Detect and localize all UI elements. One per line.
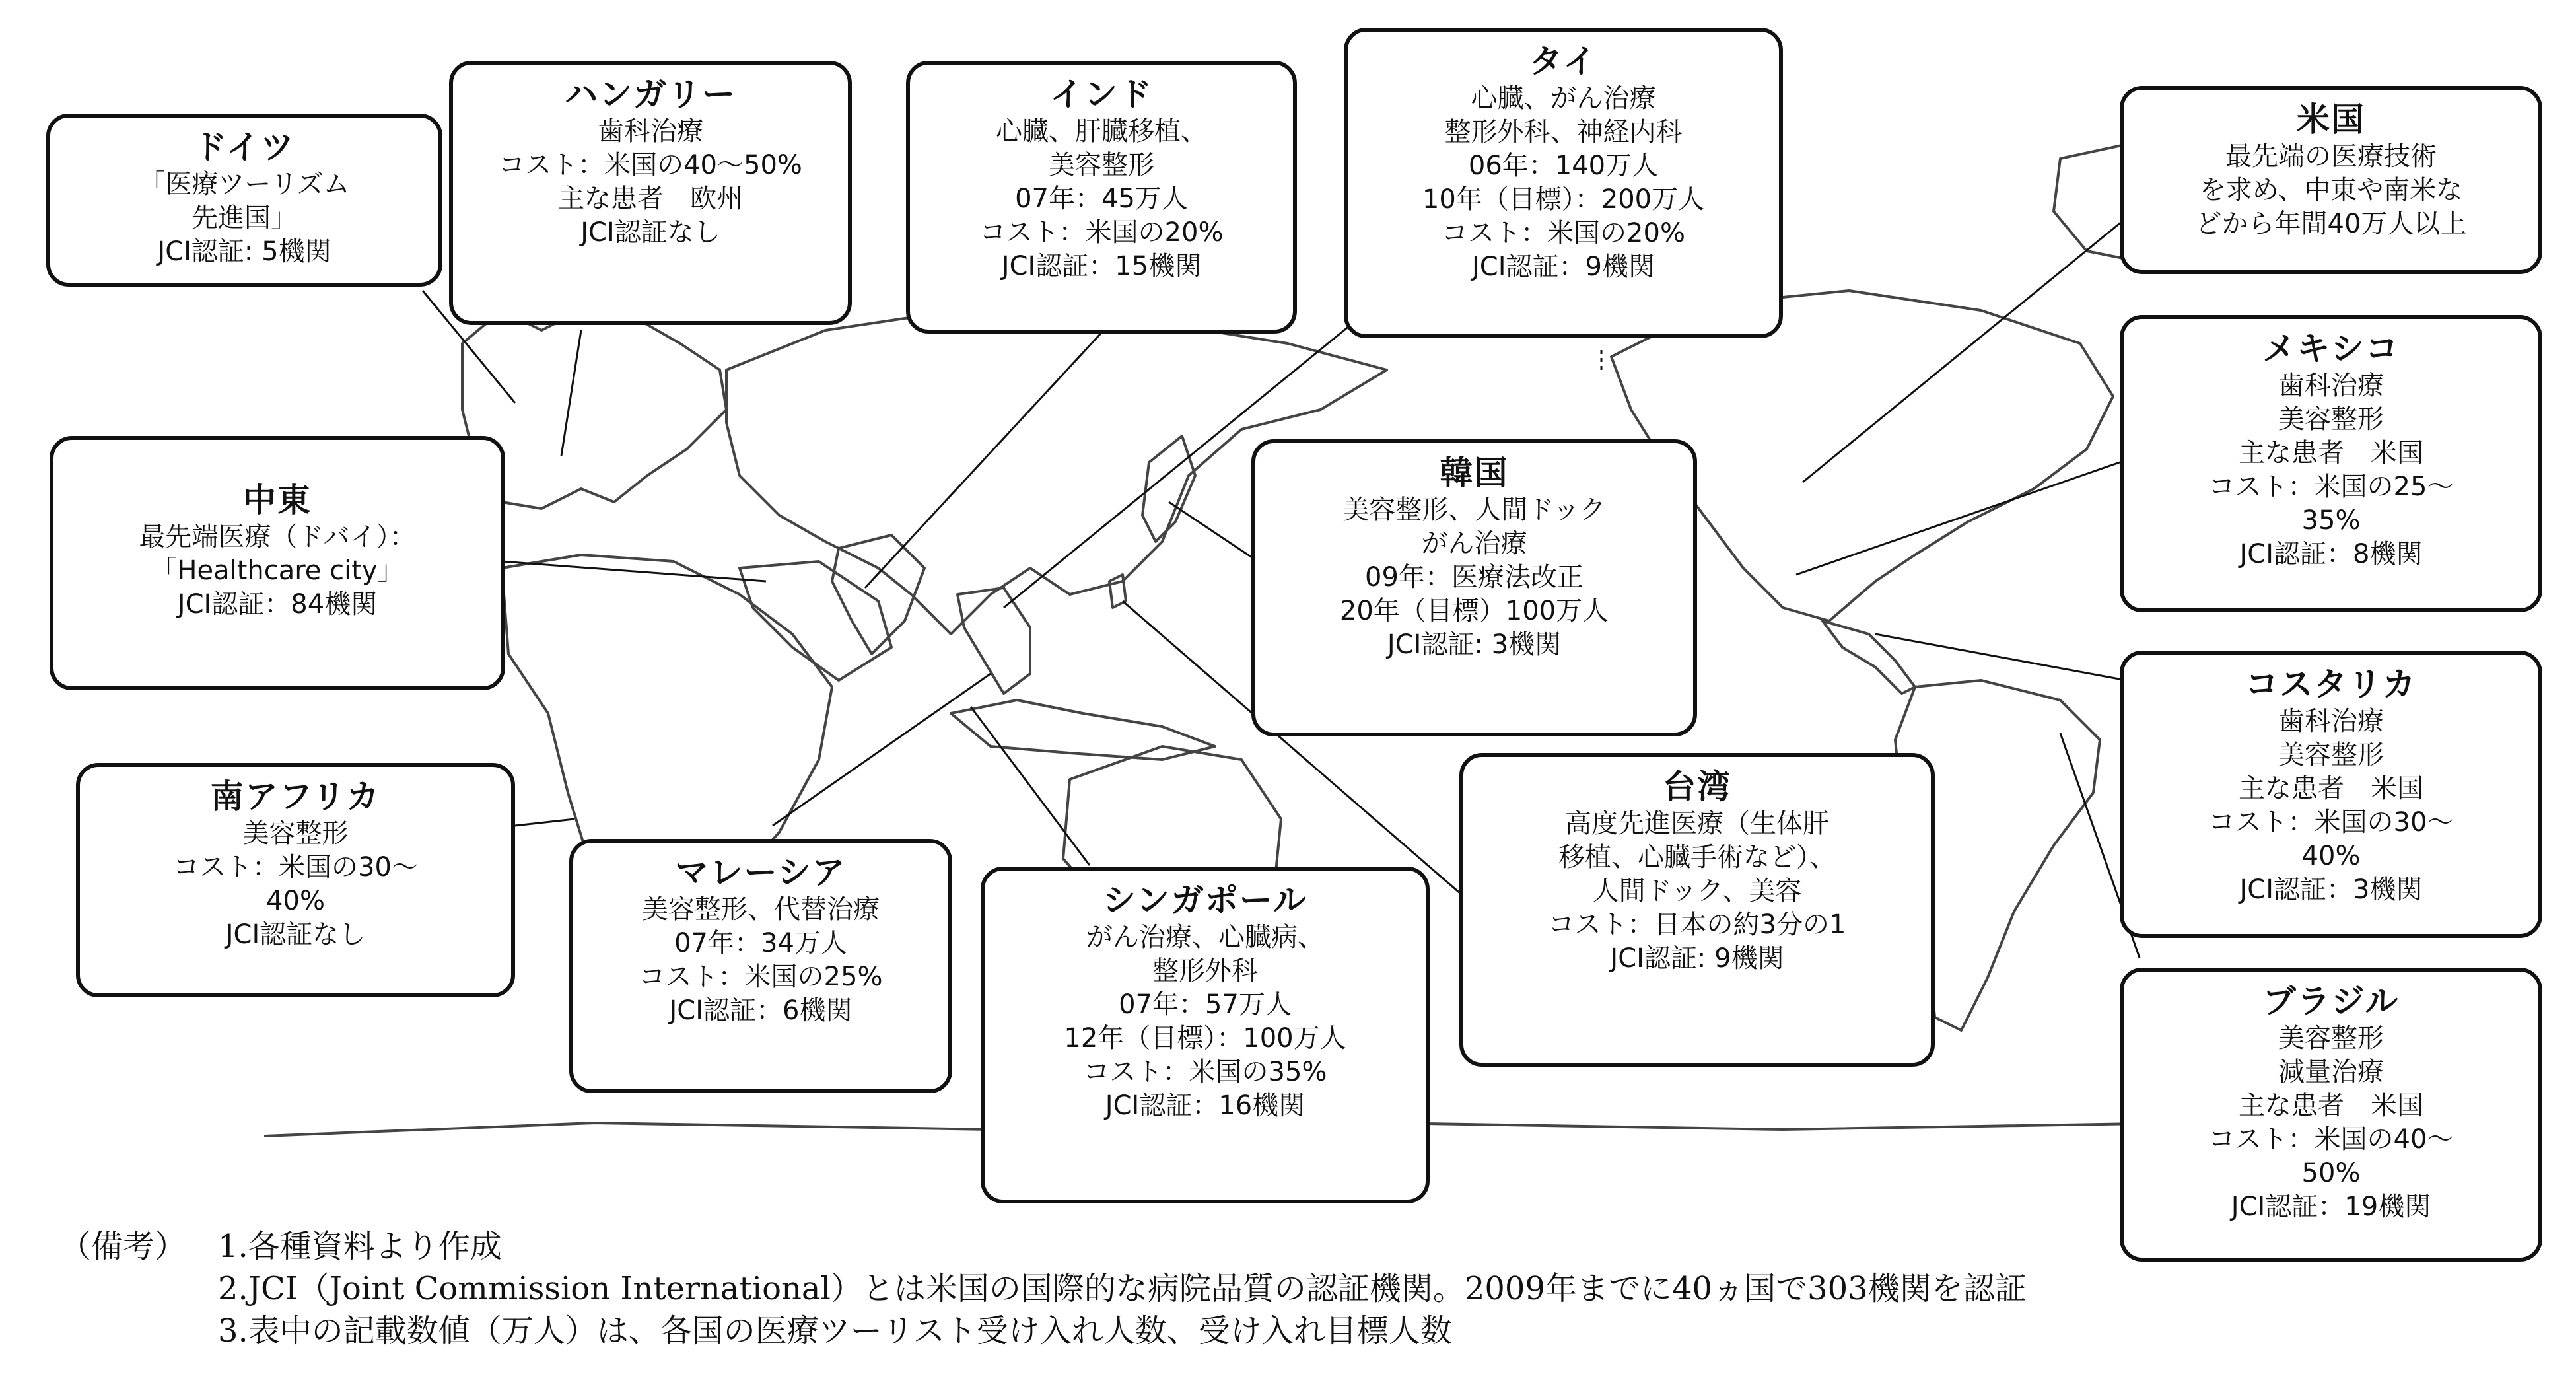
note-row-1 — [59, 1225, 2027, 1268]
box-middle-east-line-1: 最先端医療（ドバイ）： — [139, 522, 416, 552]
box-thailand-line-1: 心臓、がん治療 — [1471, 83, 1656, 114]
box-taiwan-line-5: JCI認証: 9機関 — [1610, 943, 1784, 974]
box-thailand-line-6: JCI認証：9機関 — [1472, 252, 1655, 282]
land-indonesia — [951, 700, 1215, 760]
box-taiwan-line-2: 移植、心臓手術など）、 — [1558, 842, 1836, 873]
box-brazil-line-5: 50% — [2301, 1158, 2361, 1188]
box-singapore-line-6: JCI認証：16機関 — [1105, 1091, 1305, 1121]
box-costa-rica-line-4: コスト：米国の30～ — [2208, 807, 2454, 838]
box-germany — [46, 114, 442, 287]
box-hungary-title: ハンガリー — [565, 75, 736, 114]
leader-line-middle-east — [502, 561, 766, 581]
note-3: 3.表中の記載数値（万人）は、各国の医療ツーリスト受け入れ人数、受け入れ目標人数 — [218, 1312, 1452, 1349]
box-usa-title: 米国 — [2297, 100, 2365, 139]
box-brazil-line-3: 主な患者 米国 — [2239, 1091, 2423, 1121]
box-india-line-2: 美容整形 — [1049, 150, 1154, 180]
box-middle-east-line-3: JCI認証：84機関 — [177, 589, 378, 620]
box-singapore-line-4: 12年（目標）：100万人 — [1064, 1023, 1346, 1054]
leader-line-costa-rica — [1875, 634, 2126, 680]
box-brazil — [2120, 968, 2542, 1262]
leader-line-mexico — [1796, 462, 2120, 575]
box-usa-line-2: を求め、中東や南米な — [2199, 175, 2463, 205]
box-singapore-title: シンガポール — [1103, 881, 1307, 919]
box-hungary-line-1: 歯科治療 — [598, 116, 703, 147]
box-india-title: インド — [1050, 75, 1153, 114]
box-korea-line-1: 美容整形、人間ドック — [1342, 495, 1606, 525]
note-row-2 — [59, 1268, 2027, 1310]
box-mexico-line-4: コスト：米国の25～ — [2208, 472, 2454, 502]
box-germany-title: ドイツ — [193, 128, 295, 166]
land-southeast-asia — [957, 588, 1030, 694]
box-thailand-line-3: 06年：140万人 — [1468, 151, 1659, 181]
box-thailand-title: タイ — [1529, 42, 1597, 81]
box-malaysia — [569, 839, 952, 1093]
box-mexico-line-3: 主な患者 米国 — [2239, 438, 2423, 468]
box-mexico-line-1: 歯科治療 — [2278, 371, 2384, 401]
box-singapore-line-2: 整形外科 — [1152, 956, 1258, 986]
box-taiwan-line-1: 高度先進医療（生体肝 — [1565, 808, 1829, 839]
box-singapore-line-3: 07年：57万人 — [1119, 989, 1292, 1020]
box-malaysia-title: マレーシア — [675, 853, 847, 892]
box-mexico — [2120, 315, 2542, 612]
box-hungary-line-4: JCI認証なし — [580, 217, 720, 248]
leader-line-hungary — [561, 330, 581, 456]
box-thailand-line-4: 10年（目標）：200万人 — [1422, 184, 1705, 215]
box-thailand-line-5: コスト：米国の20% — [1442, 218, 1685, 248]
notes-label: （備考） — [59, 1228, 187, 1265]
land-arabia — [740, 561, 891, 680]
land-central-america — [1823, 621, 1915, 694]
box-germany-line-1: 「医療ツーリズム — [139, 169, 350, 199]
box-korea — [1251, 439, 1697, 736]
box-taiwan — [1459, 753, 1935, 1067]
box-thailand — [1344, 28, 1783, 338]
leader-line-south-africa — [515, 819, 574, 826]
box-costa-rica-line-1: 歯科治療 — [2278, 706, 2384, 736]
leader-line-singapore — [971, 707, 1090, 865]
box-middle-east-title: 中東 — [243, 481, 312, 519]
box-usa-line-1: 最先端の医療技術 — [2225, 141, 2437, 172]
box-korea-title: 韓国 — [1440, 454, 1509, 492]
box-india-line-4: コスト：米国の20% — [979, 217, 1224, 248]
box-usa — [2120, 86, 2542, 274]
box-brazil-line-2: 減量治療 — [2278, 1057, 2384, 1087]
box-mexico-title: メキシコ — [2262, 330, 2400, 368]
box-singapore-line-1: がん治療、心臓病、 — [1086, 922, 1324, 952]
box-hungary-line-2: コスト：米国の40～50% — [499, 150, 802, 180]
box-india-line-3: 07年：45万人 — [1015, 184, 1188, 214]
note-1: 1.各種資料より作成 — [218, 1228, 502, 1265]
box-south-africa-title: 南アフリカ — [210, 777, 381, 816]
box-costa-rica-line-3: 主な患者 米国 — [2239, 773, 2423, 804]
box-brazil-line-6: JCI認証：19機関 — [2231, 1192, 2431, 1222]
note-row-3 — [59, 1310, 2027, 1352]
box-hungary-line-3: 主な患者 欧州 — [558, 184, 743, 214]
box-costa-rica-line-5: 40% — [2301, 841, 2361, 871]
box-brazil-title: ブラジル — [2262, 982, 2400, 1021]
box-south-africa-line-3: 40% — [266, 886, 325, 916]
box-costa-rica — [2120, 651, 2542, 938]
box-costa-rica-line-2: 美容整形 — [2278, 740, 2384, 770]
box-middle-east-line-2: 「Healthcare city」 — [151, 555, 404, 586]
box-mexico-line-2: 美容整形 — [2278, 404, 2384, 435]
box-costa-rica-title: コスタリカ — [2245, 665, 2417, 703]
box-brazil-line-4: コスト：米国の40～ — [2208, 1124, 2454, 1155]
box-taiwan-line-3: 人間ドック、美容 — [1592, 876, 1802, 906]
box-germany-line-3: JCI認証: 5機関 — [157, 236, 331, 267]
box-malaysia-line-3: コスト：米国の25% — [639, 962, 883, 992]
box-singapore — [981, 867, 1430, 1203]
box-malaysia-line-1: 美容整形、代替治療 — [642, 894, 880, 925]
box-malaysia-line-4: JCI認証：6機関 — [669, 995, 853, 1026]
box-korea-line-5: JCI認証: 3機関 — [1387, 629, 1562, 660]
box-korea-line-3: 09年：医療法改正 — [1365, 562, 1584, 592]
leader-line-malaysia — [773, 674, 991, 826]
box-singapore-line-5: コスト：米国の35% — [1083, 1057, 1327, 1087]
notes — [59, 1225, 2027, 1352]
box-thailand-line-2: 整形外科、神経内科 — [1444, 117, 1683, 147]
box-germany-line-2: 先進国」 — [191, 203, 297, 233]
box-mexico-line-5: 35% — [2301, 505, 2361, 536]
box-south-africa-line-1: 美容整形 — [242, 818, 349, 849]
box-india-line-5: JCI認証：15機関 — [1001, 251, 1202, 281]
box-taiwan-line-4: コスト：日本の約3分の1 — [1548, 910, 1846, 940]
box-mexico-line-6: JCI認証：8機関 — [2239, 539, 2423, 569]
box-brazil-line-1: 美容整形 — [2278, 1023, 2384, 1054]
box-usa-line-3: どから年間40万人以上 — [2195, 209, 2467, 239]
box-india-line-1: 心臓、肝臓移植、 — [996, 116, 1207, 147]
box-india — [906, 61, 1297, 334]
box-south-africa-line-2: コスト：米国の30～ — [173, 852, 418, 882]
note-2: 2.JCI（Joint Commission International）とは米国の国際的な病院品質の認証機関。2009年までに40ヵ国で303機関を認証 — [218, 1270, 2027, 1307]
box-taiwan-title: 台湾 — [1663, 768, 1731, 806]
box-costa-rica-line-6: JCI認証：3機関 — [2239, 875, 2423, 905]
leader-line-usa — [1803, 218, 2126, 482]
box-hungary — [449, 61, 852, 325]
box-middle-east — [50, 436, 505, 690]
box-korea-line-4: 20年（目標）100万人 — [1339, 596, 1609, 626]
box-malaysia-line-2: 07年：34万人 — [674, 928, 847, 958]
box-south-africa — [76, 763, 515, 997]
box-south-africa-line-4: JCI認証なし — [225, 919, 366, 950]
box-korea-line-2: がん治療 — [1421, 528, 1527, 559]
